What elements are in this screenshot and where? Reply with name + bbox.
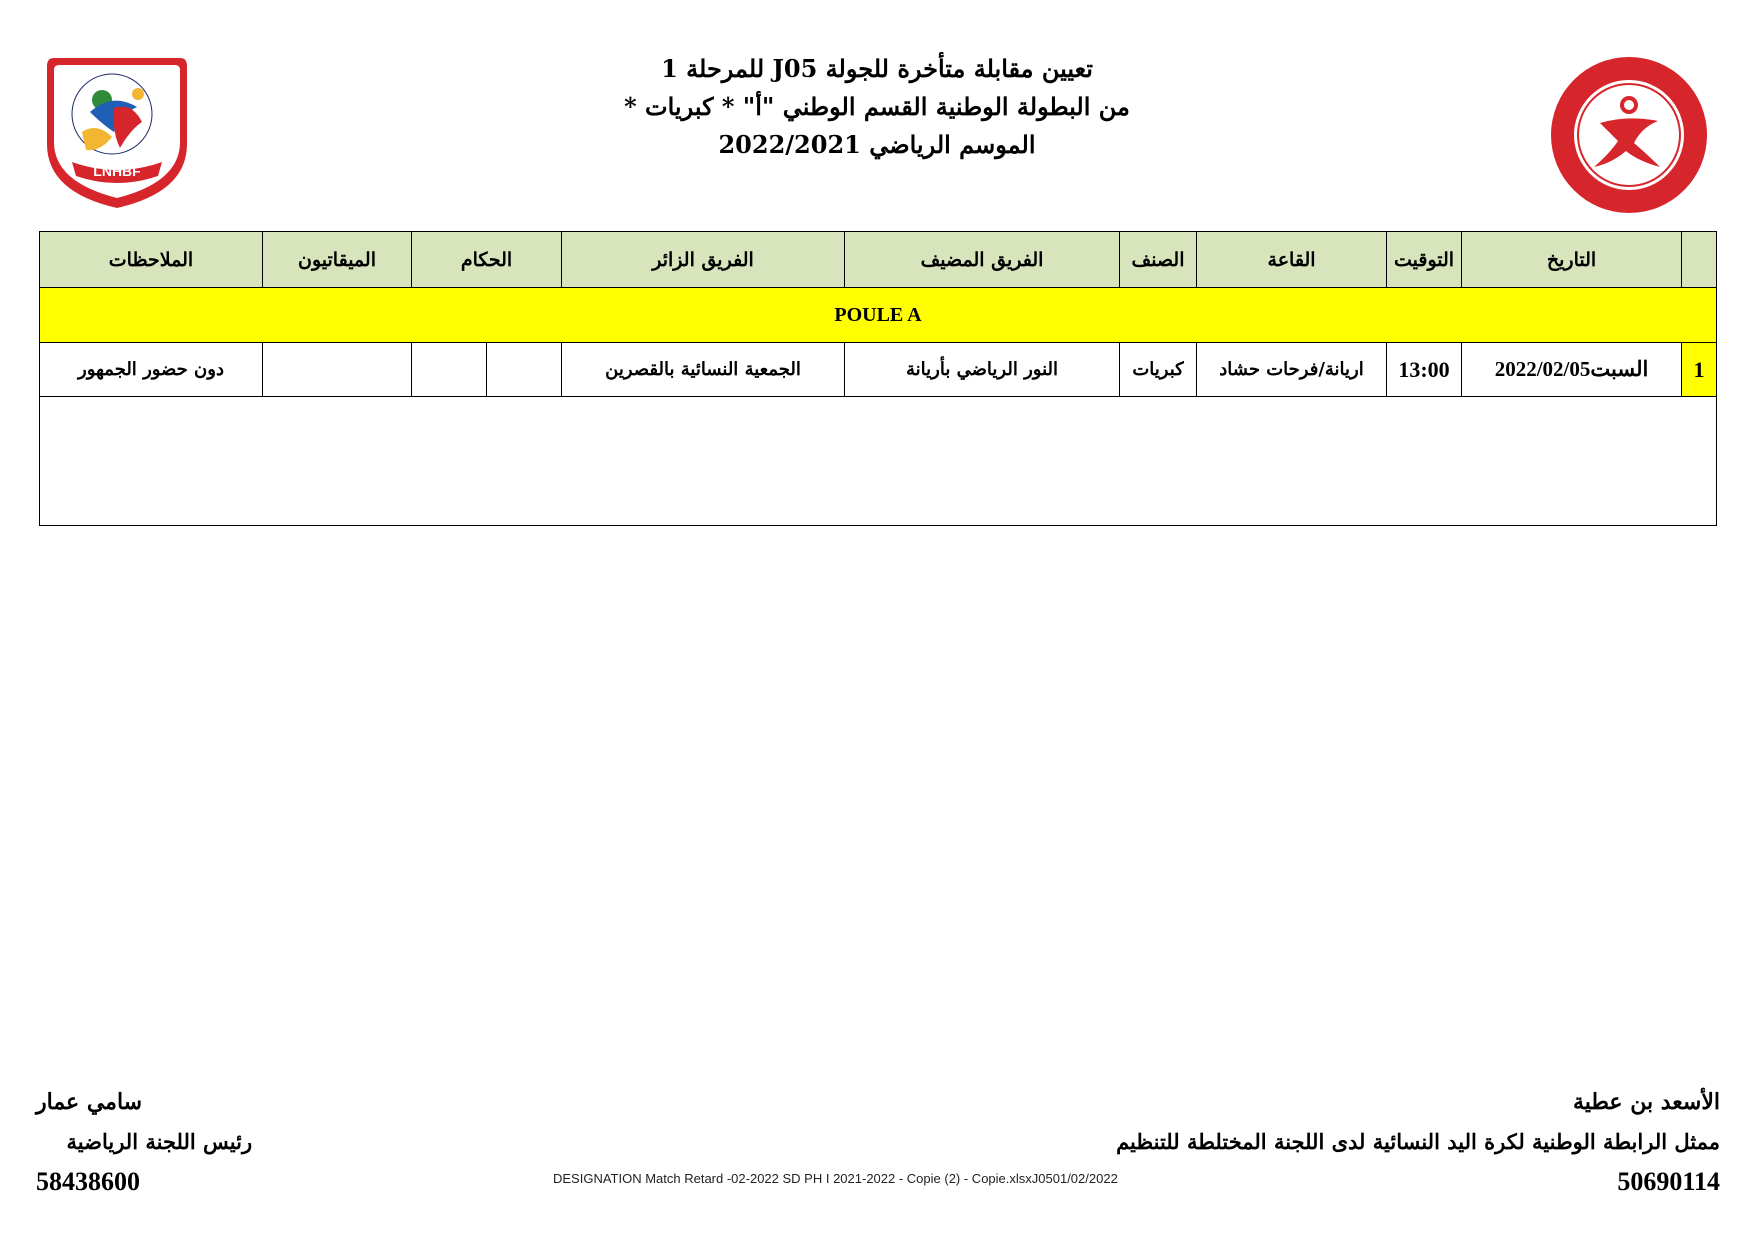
header-category: الصنف (1120, 232, 1197, 288)
table-header-row (40, 232, 1717, 288)
match-date: السبت2022/02/05 (1462, 343, 1682, 397)
lnhbf-logo (42, 52, 192, 212)
header-notes: الملاحظات (40, 232, 263, 288)
match-timekeepers (263, 343, 412, 397)
match-hall: اريانة/فرحات حشاد (1197, 343, 1387, 397)
right-signatory-phone: 50690114 (1617, 1167, 1720, 1196)
document-title (400, 50, 1354, 164)
file-name-footer: DESIGNATION Match Retard -02-2022 SD PH I 2021-2022 - Copie (2) - Copie.xlsxJ0501/02/2022 (553, 1171, 1118, 1186)
match-referee-1 (487, 343, 562, 397)
pool-label: POULE A (40, 288, 1717, 343)
lnhbf-text: LNHBF (93, 163, 141, 179)
signature-right (1116, 1082, 1720, 1202)
header-referees: الحكام (412, 232, 562, 288)
header-home-team: الفريق المضيف (845, 232, 1120, 288)
match-notes: دون حضور الجمهور (40, 343, 263, 397)
header-time: التوقيت (1387, 232, 1462, 288)
right-signatory-role: ممثل الرابطة الوطنية لكرة اليد النسائية لدى اللجنة المختلطة للتنظيم (1116, 1129, 1720, 1154)
header-hall: القاعة (1197, 232, 1387, 288)
title-line-2: من البطولة الوطنية القسم الوطني "أ" * كبريات * (624, 92, 1130, 121)
empty-row (40, 397, 1717, 526)
signature-left (36, 1082, 252, 1202)
left-signatory-phone: 58438600 (36, 1167, 140, 1196)
pool-row (40, 288, 1717, 343)
header-num (1682, 232, 1717, 288)
title-line-1: تعيين مقابلة متأخرة للجولة J05 للمرحلة 1 (661, 54, 1093, 83)
header-timekeepers: الميقاتيون (263, 232, 412, 288)
title-line-3: الموسم الرياضي 2022/2021 (718, 130, 1036, 159)
left-signatory-role: رئيس اللجنة الرياضية (66, 1129, 253, 1154)
right-signatory-name: الأسعد بن عطية (1572, 1089, 1720, 1115)
match-referee-2 (412, 343, 487, 397)
ftb-logo (1538, 55, 1720, 215)
table-row (40, 343, 1717, 397)
match-number: 1 (1682, 343, 1717, 397)
match-category: كبريات (1120, 343, 1197, 397)
match-away-team: الجمعية النسائية بالقصرين (562, 343, 845, 397)
match-home-team: النور الرياضي بأريانة (845, 343, 1120, 397)
schedule-table (39, 231, 1717, 526)
left-signatory-name: سامي عمار (36, 1089, 143, 1115)
header-date: التاريخ (1462, 232, 1682, 288)
header-away-team: الفريق الزائر (562, 232, 845, 288)
match-time: 13:00 (1387, 343, 1462, 397)
empty-cell (40, 397, 1717, 526)
